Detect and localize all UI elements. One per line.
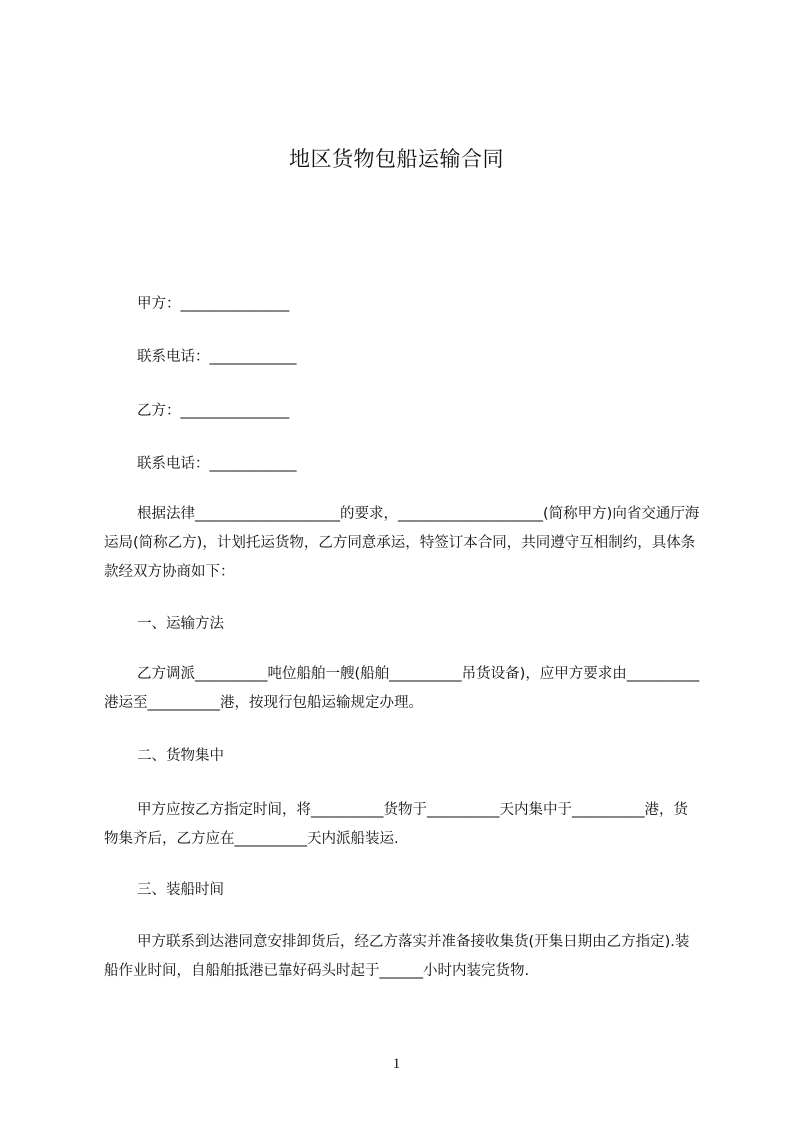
intro-paragraph: 根据法律____________________的要求，____________________(简称甲方)向省交通厅海运局(简称乙方)，计划托运货物，乙方同意承运，特签订本合同，共同遵守互相制约，具体条款经双方协商如下： [104, 506, 700, 580]
section-heading-loading-time: 三、装船时间 [137, 882, 224, 898]
document-title: 地区货物包船运输合同 [289, 147, 504, 171]
section-body-transport-method: 乙方调派__________吨位船舶一艘(船舶__________吊货设备)，应甲方要求由__________港运至__________港，按现行包船运输规定办理。 [104, 666, 700, 711]
party-b-phone-field: 联系电话：____________ [137, 456, 297, 472]
party-a-phone-field: 联系电话：____________ [137, 349, 297, 365]
party-a-field: 甲方：_______________ [137, 296, 290, 312]
section-heading-transport-method: 一、运输方法 [137, 616, 224, 632]
page-number: 1 [392, 1056, 401, 1072]
section-body-loading-time: 甲方联系到达港同意安排卸货后，经乙方落实并准备接收集货(开集日期由乙方指定).装船作业时间，自船舶抵港已靠好码头时起于______小时内装完货物. [104, 934, 690, 979]
section-body-cargo-collection: 甲方应按乙方指定时间，将__________货物于__________天内集中于__________港，货物集齐后，乙方应在__________天内派船装运. [104, 802, 688, 847]
party-b-field: 乙方：_______________ [137, 403, 290, 419]
section-heading-cargo-collection: 二、货物集中 [137, 748, 224, 764]
